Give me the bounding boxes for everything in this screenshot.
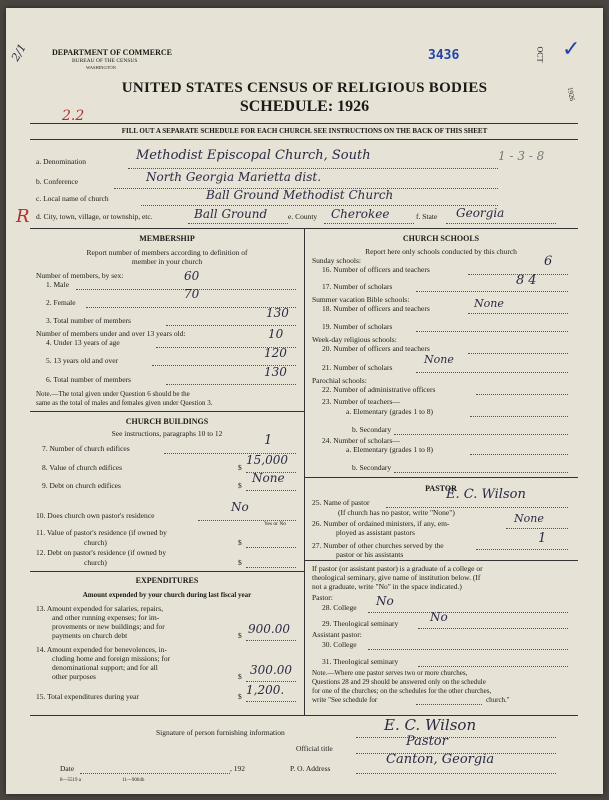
q16-label: 16. Number of officers and teachers bbox=[322, 265, 430, 274]
corner-mark: 2/1 bbox=[8, 41, 29, 64]
q8-dollar: $ bbox=[238, 463, 242, 472]
city-label: d. City, town, village, or township, etc. bbox=[36, 212, 153, 221]
city-name: WASHINGTON bbox=[86, 65, 116, 70]
q27-label-2: pastor or his assistants bbox=[336, 550, 404, 559]
age-intro: Number of members under and over 13 years old: bbox=[36, 329, 186, 338]
q21-label: 21. Number of scholars bbox=[322, 363, 393, 372]
q20-label: 20. Number of officers and teachers bbox=[322, 344, 430, 353]
q13-label-2: and other running expenses; for im- bbox=[52, 613, 160, 622]
q18-label: 18. Number of officers and teachers bbox=[322, 304, 430, 313]
q27-label: 27. Number of other churches served by the bbox=[312, 541, 444, 550]
q2-value[interactable]: 70 bbox=[184, 287, 200, 301]
college-note-1: If pastor (or assistant pastor) is a graduate of a college or bbox=[312, 564, 483, 573]
membership-note-2: same as the total of males and females given under Question 3. bbox=[36, 399, 213, 407]
q14-label-2: cluding home and foreign missions; for bbox=[52, 654, 171, 663]
denomination-value[interactable]: Methodist Episcopal Church, South bbox=[136, 148, 371, 163]
q30-label: 30. College bbox=[322, 640, 357, 649]
schools-header: CHURCH SCHOOLS bbox=[402, 234, 480, 243]
conference-value[interactable]: North Georgia Marietta dist. bbox=[146, 170, 322, 184]
q19-label: 19. Number of scholars bbox=[322, 322, 393, 331]
pastor-sub-label: Pastor: bbox=[312, 593, 333, 602]
membership-intro-1: Report number of members according to definition of bbox=[86, 248, 248, 257]
q11-label-2: church) bbox=[84, 538, 107, 547]
q17-value[interactable]: 84 bbox=[516, 273, 541, 288]
q6-value[interactable]: 130 bbox=[264, 365, 287, 379]
red-r-mark: R bbox=[16, 206, 30, 227]
q16-value[interactable]: 6 bbox=[544, 254, 553, 269]
q26-label-2: ployed as assistant pastors bbox=[336, 528, 415, 537]
q4-value[interactable]: 10 bbox=[268, 327, 284, 341]
census-schedule-sheet bbox=[6, 8, 603, 794]
dept-name: DEPARTMENT OF COMMERCE bbox=[52, 48, 173, 57]
buildings-intro: See instructions, paragraphs 10 to 12 bbox=[111, 429, 223, 438]
q5-value[interactable]: 120 bbox=[264, 346, 287, 360]
q17-label: 17. Number of scholars bbox=[322, 282, 393, 291]
college-note-2: theological seminary, give name of institution below. (If bbox=[312, 573, 481, 582]
q3-label: 3. Total number of members bbox=[46, 316, 131, 325]
state-value[interactable]: Georgia bbox=[456, 206, 505, 220]
q12-label-2: church) bbox=[84, 558, 107, 567]
q8-label: 8. Value of church edifices bbox=[42, 463, 123, 472]
q14-label-4: other purposes bbox=[52, 672, 96, 681]
parochial-label: Parochial schools: bbox=[312, 376, 367, 385]
membership-note-1: Note.—The total given under Question 6 should be the bbox=[36, 390, 190, 398]
local-name-value[interactable]: Ball Ground Methodist Church bbox=[206, 188, 394, 202]
form-title: UNITED STATES CENSUS OF RELIGIOUS BODIES bbox=[121, 80, 488, 96]
q2-label: 2. Female bbox=[46, 298, 76, 307]
q23a-label: a. Elementary (grades 1 to 8) bbox=[346, 407, 434, 416]
q13-dollar: $ bbox=[238, 631, 242, 640]
by-sex-label: Number of members, by sex: bbox=[36, 271, 124, 280]
q14-label: 14. Amount expended for benevolences, in- bbox=[36, 645, 168, 654]
q11-dollar: $ bbox=[238, 538, 242, 547]
pastor-note-4: write "See schedule for bbox=[312, 696, 378, 704]
check-mark-icon: ✓ bbox=[562, 36, 581, 61]
q24a-label: a. Elementary (grades 1 to 8) bbox=[346, 445, 434, 454]
pastor-note-3: for one of the churches; on the schedules for the other churches, bbox=[312, 687, 492, 695]
q11-label: 11. Value of pastor's residence (if owned by bbox=[36, 528, 167, 537]
expenditures-intro: Amount expended by your church during last fiscal year bbox=[82, 591, 252, 599]
asst-pastor-label: Assistant pastor: bbox=[312, 630, 362, 639]
q1-label: 1. Male bbox=[46, 280, 69, 289]
signature-value[interactable]: E. C. Wilson bbox=[384, 716, 477, 734]
q29-label: 29. Theological seminary bbox=[322, 619, 399, 628]
membership-intro-2: member in your church bbox=[131, 257, 203, 266]
q14-dollar: $ bbox=[238, 672, 242, 681]
instruction-line: FILL OUT A SEPARATE SCHEDULE FOR EACH CHURCH. SEE INSTRUCTIONS ON THE BACK OF THIS SHEET bbox=[121, 127, 488, 135]
official-title-label: Official title bbox=[296, 744, 333, 753]
stamp-number: 3436 bbox=[428, 48, 460, 63]
q25-hint: (If church has no pastor, write "None") bbox=[338, 508, 455, 517]
conference-label: b. Conference bbox=[36, 177, 79, 186]
pencil-code: 1 - 3 - 8 bbox=[498, 149, 545, 163]
q15-label: 15. Total expenditures during year bbox=[36, 692, 139, 701]
q13-label-4: payments on church debt bbox=[52, 631, 128, 640]
q13-label-3: provements or new buildings; and for bbox=[52, 622, 165, 631]
summer-label: Summer vacation Bible schools: bbox=[312, 295, 410, 304]
q13-value[interactable]: 900.00 bbox=[248, 622, 290, 636]
right-year: 1926 bbox=[565, 86, 577, 102]
q28-label: 28. College bbox=[322, 603, 357, 612]
q22-label: 22. Number of administrative officers bbox=[322, 385, 436, 394]
q13-label: 13. Amount expended for salaries, repairs, bbox=[36, 604, 164, 613]
q10-hint: Yes or No bbox=[264, 521, 287, 527]
q27-value[interactable]: 1 bbox=[538, 531, 547, 546]
po-address-label: P. O. Address bbox=[290, 764, 331, 773]
q9-dollar: $ bbox=[238, 481, 242, 490]
q24b-label: b. Secondary bbox=[352, 463, 392, 472]
city-value[interactable]: Ball Ground bbox=[194, 207, 268, 221]
state-label: f. State bbox=[416, 212, 438, 221]
sunday-label: Sunday schools: bbox=[312, 256, 361, 265]
q9-label: 9. Debt on church edifices bbox=[42, 481, 121, 490]
q18-value[interactable]: None bbox=[474, 297, 504, 310]
weekday-label: Week-day religious schools: bbox=[312, 335, 397, 344]
q25-label: 25. Name of pastor bbox=[312, 498, 370, 507]
q3-value[interactable]: 130 bbox=[266, 306, 289, 320]
q4-label: 4. Under 13 years of age bbox=[46, 338, 120, 347]
signature-label: Signature of person furnishing information bbox=[156, 728, 285, 737]
q25-value[interactable]: E. C. Wilson bbox=[446, 487, 526, 502]
q28-value[interactable]: No bbox=[376, 594, 394, 608]
po-address-value[interactable]: Canton, Georgia bbox=[386, 752, 495, 767]
denomination-label: a. Denomination bbox=[36, 157, 86, 166]
q14-value[interactable]: 300.00 bbox=[250, 663, 292, 677]
local-name-label: c. Local name of church bbox=[36, 194, 109, 203]
pastor-note-1: Note.—Where one pastor serves two or more churches, bbox=[312, 669, 468, 677]
q23b-label: b. Secondary bbox=[352, 425, 392, 434]
q26-value[interactable]: None bbox=[514, 512, 544, 525]
q21-value[interactable]: None bbox=[424, 353, 454, 366]
date-year: , 192 bbox=[230, 764, 245, 773]
q29-value[interactable]: No bbox=[430, 610, 448, 624]
q31-label: 31. Theological seminary bbox=[322, 657, 399, 666]
q1-value[interactable]: 60 bbox=[184, 269, 200, 283]
right-mark: OCT bbox=[535, 46, 545, 63]
expenditures-header: EXPENDITURES bbox=[135, 576, 199, 585]
form-subtitle: SCHEDULE: 1926 bbox=[239, 98, 370, 115]
q12-label: 12. Debt on pastor's residence (if owned by bbox=[36, 548, 167, 557]
form-number: 8—5519 a bbox=[60, 778, 81, 783]
q6-label: 6. Total number of members bbox=[46, 375, 131, 384]
q14-label-3: denominational support; and for all bbox=[52, 663, 158, 672]
q9-value[interactable]: None bbox=[252, 471, 285, 485]
membership-header: MEMBERSHIP bbox=[139, 234, 195, 243]
print-number: 11—9064b bbox=[122, 778, 145, 783]
schools-intro: Report here only schools conducted by this church bbox=[365, 247, 517, 256]
county-value[interactable]: Cherokee bbox=[331, 207, 390, 221]
official-title-value[interactable]: Pastor bbox=[406, 734, 448, 749]
red-code: 2.2 bbox=[62, 108, 85, 124]
q8-value[interactable]: 15,000 bbox=[246, 453, 288, 467]
q10-value[interactable]: No bbox=[231, 500, 249, 514]
q26-label: 26. Number of ordained ministers, if any, em- bbox=[312, 519, 450, 528]
pastor-header: PASTOR bbox=[425, 484, 457, 493]
q10-label: 10. Does church own pastor's residence bbox=[36, 511, 155, 520]
q5-label: 5. 13 years old and over bbox=[46, 356, 119, 365]
q24-label: 24. Number of scholars— bbox=[322, 436, 400, 445]
q7-value[interactable]: 1 bbox=[264, 433, 273, 448]
pastor-note-2: Questions 28 and 29 should be answered only on the schedule bbox=[312, 678, 486, 686]
q15-value[interactable]: 1,200. bbox=[246, 683, 285, 697]
buildings-header: CHURCH BUILDINGS bbox=[125, 417, 209, 426]
pastor-note-4b: church." bbox=[486, 696, 510, 704]
q12-dollar: $ bbox=[238, 558, 242, 567]
q7-label: 7. Number of church edifices bbox=[42, 444, 130, 453]
county-label: e. County bbox=[288, 212, 318, 221]
q15-dollar: $ bbox=[238, 692, 242, 701]
q23-label: 23. Number of teachers— bbox=[322, 397, 400, 406]
bureau-name: BUREAU OF THE CENSUS bbox=[72, 58, 138, 64]
college-note-3: not a graduate, write "No" in the space indicated.) bbox=[312, 582, 462, 591]
date-label: Date bbox=[60, 764, 75, 773]
